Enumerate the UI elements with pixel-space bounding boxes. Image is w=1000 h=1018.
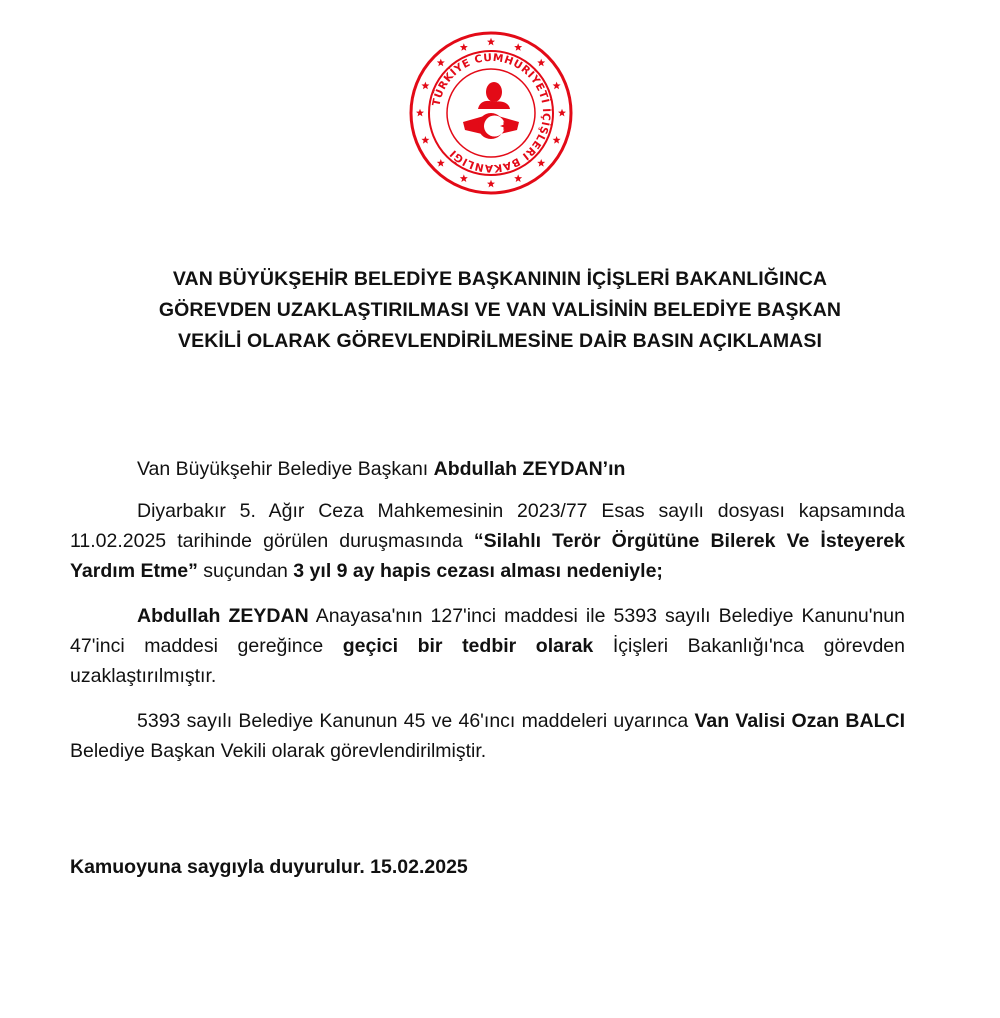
seal-star-icon <box>437 159 445 167</box>
seal-star-icon <box>514 174 522 182</box>
seal-star-icon <box>514 43 522 51</box>
paragraph-2-bold-2: 3 yıl 9 ay hapis cezası alması nedeniyle; <box>293 560 663 582</box>
seal-star-icon <box>487 38 495 46</box>
bust-silhouette-icon <box>478 82 510 109</box>
seal-star-icon <box>537 159 545 167</box>
seal-star-icon <box>421 136 429 144</box>
paragraph-2-text-1: Diyarbakır 5. Ağır Ceza Mahkemesinin 2023/77 Esas sayılı dosyası kapsamında 11.02.2025 tarihinde görülen duruşmasında <box>70 500 905 552</box>
seal-star-icon <box>437 59 445 67</box>
paragraph-3-bold-2: geçici bir tedbir olarak <box>342 635 594 657</box>
seal-star-icon <box>421 82 429 90</box>
paragraph-4-text-2: Belediye Başkan Vekili olarak görevlendirilmiştir. <box>70 740 487 762</box>
crescent-star-icon <box>463 113 519 139</box>
paragraph-3-text-1: Anayasa'nın 127'inci maddesi ile 5393 sayılı Belediye Kanunu'nun 47'inci maddesi gereğince <box>70 605 906 657</box>
paragraph-2-text-2: suçundan <box>197 560 294 582</box>
paragraph-4-text-1: 5393 sayılı Belediye Kanunun 45 ve 46'ıncı maddeleri uyarınca <box>137 710 695 732</box>
seal-star-icon <box>416 109 424 117</box>
paragraph-2-bold-1: “Silahlı Terör Örgütüne Bilerek Ve İsteyerek Yardım Etme” <box>70 530 905 582</box>
seal-star-icon <box>460 43 468 51</box>
paragraph-4-bold-1: Van Valisi Ozan BALCI <box>694 710 905 732</box>
seal-star-icon <box>487 180 495 188</box>
title-line-1: VAN BÜYÜKŞEHİR BELEDİYE BAŞKANININ İÇİŞLERİ BAKANLIĞINCA <box>172 268 828 290</box>
paragraph-3-text-2: İçişleri Bakanlığı'nca görevden uzaklaştırılmıştır. <box>70 635 906 687</box>
seal-star-icon <box>553 136 561 144</box>
paragraph-3 <box>70 601 905 691</box>
paragraph-1 <box>70 454 905 484</box>
title-line-3: VEKİLİ OLARAK GÖREVLENDİRİLMESİNE DAİR BASIN AÇIKLAMASI <box>178 330 822 352</box>
paragraph-4 <box>70 706 905 766</box>
seal-star-icon <box>558 109 566 117</box>
ministry-seal-logo <box>408 30 574 196</box>
seal-ring-text: TÜRKİYE CUMHURİYETİ İÇİŞLERİ BAKANLIĞI <box>430 51 553 175</box>
seal-emblem-icon <box>408 30 574 196</box>
seal-star-icon <box>553 82 561 90</box>
paragraph-1-bold: Abdullah ZEYDAN’ın <box>433 458 626 480</box>
seal-star-icon <box>537 59 545 67</box>
closing-line: Kamuoyuna saygıyla duyurulur. 15.02.2025 <box>70 856 468 878</box>
paragraph-1-text: Van Büyükşehir Belediye Başkanı <box>137 458 434 480</box>
press-release-title <box>90 264 910 357</box>
title-line-2: GÖREVDEN UZAKLAŞTIRILMASI VE VAN VALİSİNİN BELEDİYE BAŞKAN <box>158 299 842 321</box>
seal-star-icon <box>460 174 468 182</box>
paragraph-2 <box>70 496 905 586</box>
press-release-body <box>70 454 905 781</box>
paragraph-3-bold-1: Abdullah ZEYDAN <box>137 605 309 627</box>
